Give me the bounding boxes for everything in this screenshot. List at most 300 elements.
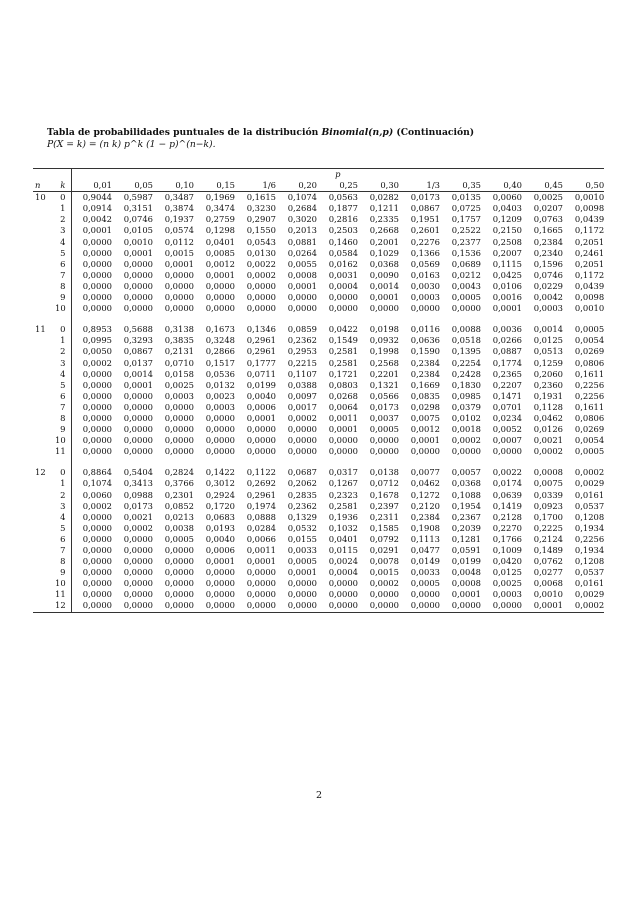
- k-header: k: [55, 180, 71, 192]
- probability-cell: 0,0000: [82, 401, 112, 412]
- probability-cell: 0,0000: [440, 600, 481, 612]
- group-spacer: [33, 314, 604, 324]
- probability-cell: 0,0106: [492, 280, 522, 291]
- probability-cell: 0,0689: [451, 258, 481, 269]
- probability-cell: 0,3293: [123, 335, 153, 346]
- probability-cell: 0,0003: [410, 292, 440, 303]
- probability-cell: 0,0513: [533, 346, 563, 357]
- probability-cell: 0,0000: [287, 589, 317, 600]
- probability-cell: 0,0000: [246, 292, 276, 303]
- probability-cell: 0,1272: [410, 489, 440, 500]
- table-row: [33, 467, 604, 478]
- probability-cell: 0,0710: [164, 357, 194, 368]
- probability-cell: 0,2503: [328, 225, 358, 236]
- formula-text: P(X = k) = (n k) p^k (1 − p)^(n−k).: [47, 139, 216, 150]
- probability-cell: 0,0161: [574, 489, 605, 500]
- probability-cell: 0,0000: [123, 446, 153, 457]
- probability-cell: 0,0022: [246, 258, 276, 269]
- probability-cell: 0,0282: [369, 192, 399, 203]
- probability-cell: 0,1777: [246, 357, 276, 368]
- probability-cell: 0,1908: [410, 522, 440, 533]
- probability-cell: 0,0000: [492, 446, 522, 457]
- probability-cell: 0,2384: [410, 357, 440, 368]
- probability-cell: 0,0000: [205, 446, 235, 457]
- n-cell: [33, 358, 55, 369]
- probability-cell: 0,0000: [82, 522, 112, 533]
- probability-cell: 0,0000: [287, 578, 317, 589]
- probability-cell: 0,2120: [410, 500, 440, 511]
- probability-cell: 0,0000: [82, 589, 112, 600]
- probability-cell: 0,0000: [164, 435, 194, 446]
- probability-cell: 0,0005: [164, 533, 194, 544]
- probability-cell: 0,0763: [533, 214, 563, 225]
- k-cell: 6: [55, 391, 71, 402]
- probability-cell: 0,2215: [287, 357, 317, 368]
- probability-cell: 0,0037: [369, 412, 399, 423]
- table-row: [33, 391, 604, 402]
- p-label-row: [33, 169, 604, 181]
- probability-cell: 0,0088: [451, 324, 481, 335]
- probability-cell: 0,0000: [153, 600, 194, 612]
- probability-cell: 0,0000: [287, 446, 317, 457]
- probability-cell: 0,2428: [451, 368, 481, 379]
- probability-cell: 0,0000: [328, 435, 358, 446]
- probability-cell: 0,0591: [451, 545, 481, 555]
- probability-cell: 0,8864: [82, 467, 112, 478]
- probability-cell: 0,2001: [369, 236, 399, 247]
- table-row: [33, 214, 604, 225]
- probability-cell: 0,0000: [82, 390, 112, 401]
- probability-cell: 0,0000: [399, 600, 440, 612]
- probability-cell: 0,0040: [205, 533, 235, 544]
- probability-cell: 0,2581: [328, 357, 358, 368]
- probability-cell: 0,0388: [287, 379, 317, 390]
- probability-cell: 0,0439: [574, 214, 605, 225]
- probability-cell: 0,2461: [574, 247, 605, 258]
- probability-cell: 0,0914: [82, 203, 112, 214]
- probability-cell: 0,0023: [205, 390, 235, 401]
- k-cell: 10: [55, 578, 71, 589]
- n-header: n: [33, 180, 55, 192]
- probability-cell: 0,0762: [533, 556, 563, 567]
- probability-cell: 0,0000: [82, 511, 112, 522]
- probability-cell: 0,2270: [492, 522, 522, 533]
- probability-cell: 0,0002: [451, 435, 481, 446]
- probability-cell: 0,0015: [164, 247, 194, 258]
- probability-cell: 0,1009: [492, 545, 522, 555]
- table-row: [33, 335, 604, 346]
- probability-cell: 0,0038: [164, 522, 194, 533]
- probability-cell: 0,2323: [328, 489, 358, 500]
- probability-cell: 0,0000: [276, 600, 317, 612]
- probability-cell: 0,0130: [246, 247, 276, 258]
- probability-cell: 0,0420: [492, 556, 522, 567]
- probability-cell: 0,2225: [533, 522, 563, 533]
- k-cell: 0: [55, 192, 71, 204]
- probability-cell: 0,1115: [492, 258, 522, 269]
- probability-cell: 0,0683: [205, 511, 235, 522]
- probability-cell: 0,2201: [369, 368, 399, 379]
- probability-cell: 0,0000: [246, 424, 276, 435]
- n-cell: 10: [35, 192, 46, 203]
- table-row: [33, 490, 604, 501]
- n-cell: [33, 534, 55, 545]
- probability-cell: 0,0000: [369, 589, 399, 600]
- probability-cell: 0,0005: [451, 292, 481, 303]
- probability-cell: 0,0000: [123, 269, 153, 280]
- probability-cell: 0,0102: [451, 412, 481, 423]
- n-cell: [33, 567, 55, 578]
- probability-cell: 0,0000: [328, 303, 358, 314]
- k-cell: 5: [55, 248, 71, 259]
- k-cell: 3: [55, 358, 71, 369]
- probability-cell: 0,1422: [205, 467, 235, 478]
- probability-cell: 0,0029: [574, 589, 605, 600]
- probability-cell: 0,0000: [328, 292, 358, 303]
- n-cell: [33, 413, 55, 424]
- probability-cell: 0,2961: [246, 489, 276, 500]
- n-cell: 12: [35, 467, 46, 478]
- probability-cell: 0,0068: [533, 578, 563, 589]
- probability-cell: 0,1208: [574, 511, 605, 522]
- probability-cell: 0,0016: [492, 292, 522, 303]
- table-row: [33, 402, 604, 413]
- probability-cell: 0,0207: [533, 203, 563, 214]
- table-row: [33, 324, 604, 335]
- p-value-header: 0,10: [153, 180, 194, 192]
- probability-cell: 0,1934: [574, 522, 605, 533]
- probability-cell: 0,0000: [164, 578, 194, 589]
- p-value-header: 0,05: [112, 180, 153, 192]
- probability-cell: 0,0000: [82, 545, 112, 555]
- probability-cell: 0,2131: [164, 346, 194, 357]
- probability-cell: 0,1585: [369, 522, 399, 533]
- probability-cell: 0,0000: [410, 446, 440, 457]
- probability-cell: 0,0112: [164, 236, 194, 247]
- probability-cell: 0,0033: [287, 545, 317, 555]
- probability-cell: 0,8953: [82, 324, 112, 335]
- probability-cell: 0,0000: [205, 280, 235, 291]
- probability-cell: 0,3020: [287, 214, 317, 225]
- probability-cell: 0,0000: [164, 401, 194, 412]
- probability-cell: 0,2124: [533, 533, 563, 544]
- probability-cell: 0,2581: [328, 500, 358, 511]
- probability-cell: 0,0636: [410, 335, 440, 346]
- table-row: [33, 578, 604, 589]
- probability-cell: 0,0000: [82, 412, 112, 423]
- probability-cell: 0,0005: [574, 324, 605, 335]
- probability-cell: 0,0792: [369, 533, 399, 544]
- probability-cell: 0,1721: [328, 368, 358, 379]
- probability-cell: 0,0379: [451, 401, 481, 412]
- probability-cell: 0,5688: [123, 324, 153, 335]
- probability-cell: 0,1998: [369, 346, 399, 357]
- probability-cell: 0,0711: [246, 368, 276, 379]
- probability-cell: 0,0002: [287, 412, 317, 423]
- probability-cell: 0,2866: [205, 346, 235, 357]
- probability-cell: 0,0212: [451, 269, 481, 280]
- probability-cell: 0,1032: [328, 522, 358, 533]
- p-value-header: 0,30: [358, 180, 399, 192]
- p-value-header: 0,35: [440, 180, 481, 192]
- probability-cell: 0,0000: [123, 292, 153, 303]
- probability-cell: 0,0368: [451, 478, 481, 489]
- probability-cell: 0,0025: [492, 578, 522, 589]
- probability-cell: 0,0988: [123, 489, 153, 500]
- k-cell: 2: [55, 214, 71, 225]
- probability-cell: 0,0291: [369, 545, 399, 555]
- probability-cell: 0,0008: [533, 467, 563, 478]
- probability-cell: 0,0001: [205, 556, 235, 567]
- probability-cell: 0,2207: [492, 379, 522, 390]
- probability-cell: 0,1088: [451, 489, 481, 500]
- probability-cell: 0,0075: [533, 478, 563, 489]
- probability-cell: 0,0029: [574, 478, 605, 489]
- probability-cell: 0,1321: [369, 379, 399, 390]
- probability-cell: 0,0000: [82, 533, 112, 544]
- probability-cell: 0,0000: [358, 600, 399, 612]
- probability-cell: 0,1029: [369, 247, 399, 258]
- probability-cell: 0,0401: [205, 236, 235, 247]
- probability-cell: 0,3766: [164, 478, 194, 489]
- probability-cell: 0,0126: [533, 424, 563, 435]
- probability-cell: 0,0010: [533, 589, 563, 600]
- table-row: [33, 523, 604, 534]
- probability-cell: 0,0477: [410, 545, 440, 555]
- probability-cell: 0,0004: [328, 280, 358, 291]
- k-cell: 7: [55, 402, 71, 413]
- probability-cell: 0,0090: [369, 269, 399, 280]
- probability-cell: 0,0125: [533, 335, 563, 346]
- p-header: p: [335, 169, 341, 179]
- probability-cell: 0,0005: [410, 578, 440, 589]
- probability-cell: 0,0532: [287, 522, 317, 533]
- probability-cell: 0,0012: [410, 424, 440, 435]
- probability-cell: 0,0264: [287, 247, 317, 258]
- probability-cell: 0,0000: [164, 412, 194, 423]
- probability-cell: 0,0050: [82, 346, 112, 357]
- probability-cell: 0,1757: [451, 214, 481, 225]
- k-cell: 5: [55, 380, 71, 391]
- probability-cell: 0,2601: [410, 225, 440, 236]
- probability-cell: 0,0403: [492, 203, 522, 214]
- table-row: [33, 292, 604, 303]
- probability-cell: 0,0537: [574, 567, 605, 578]
- probability-cell: 0,0317: [328, 467, 358, 478]
- probability-cell: 0,0000: [123, 556, 153, 567]
- probability-cell: 0,0004: [328, 567, 358, 578]
- probability-cell: 0,0277: [533, 567, 563, 578]
- probability-cell: 0,0014: [123, 368, 153, 379]
- probability-cell: 0,0574: [164, 225, 194, 236]
- probability-cell: 0,0000: [246, 589, 276, 600]
- probability-cell: 0,1937: [164, 214, 194, 225]
- n-cell: [33, 501, 55, 512]
- probability-cell: 0,0000: [82, 435, 112, 446]
- probability-cell: 0,1113: [410, 533, 440, 544]
- probability-cell: 0,0022: [492, 467, 522, 478]
- probability-cell: 0,0269: [574, 424, 605, 435]
- probability-cell: 0,0803: [328, 379, 358, 390]
- probability-cell: 0,2384: [533, 236, 563, 247]
- probability-cell: 0,0000: [369, 435, 399, 446]
- probability-cell: 0,2668: [369, 225, 399, 236]
- probability-cell: 0,0000: [82, 269, 112, 280]
- probability-cell: 0,0000: [82, 368, 112, 379]
- probability-cell: 0,0014: [369, 280, 399, 291]
- probability-cell: 0,2953: [287, 346, 317, 357]
- probability-cell: 0,2759: [205, 214, 235, 225]
- n-cell: [33, 600, 55, 612]
- probability-cell: 0,1122: [246, 467, 276, 478]
- probability-cell: 0,0001: [287, 280, 317, 291]
- probability-cell: 0,9044: [82, 192, 112, 203]
- probability-cell: 0,0000: [82, 258, 112, 269]
- probability-cell: 0,3248: [205, 335, 235, 346]
- probability-cell: 0,0000: [246, 303, 276, 314]
- probability-cell: 0,0001: [451, 589, 481, 600]
- probability-cell: 0,2684: [287, 203, 317, 214]
- n-cell: [33, 369, 55, 380]
- probability-cell: 0,1208: [574, 556, 605, 567]
- table-row: [33, 534, 604, 545]
- probability-cell: 0,1329: [287, 511, 317, 522]
- probability-cell: 0,0000: [82, 424, 112, 435]
- probability-cell: 0,0000: [123, 533, 153, 544]
- probability-cell: 0,2051: [574, 236, 605, 247]
- probability-cell: 0,2150: [492, 225, 522, 236]
- k-cell: 2: [55, 490, 71, 501]
- probability-table-container: [33, 168, 603, 613]
- probability-cell: 0,1720: [205, 500, 235, 511]
- probability-cell: 0,0098: [574, 292, 605, 303]
- n-cell: [33, 435, 55, 446]
- k-cell: 10: [55, 435, 71, 446]
- probability-cell: 0,0000: [123, 412, 153, 423]
- probability-cell: 0,0867: [123, 346, 153, 357]
- probability-cell: 0,0162: [328, 258, 358, 269]
- probability-cell: 0,0008: [287, 269, 317, 280]
- probability-cell: 0,2256: [574, 390, 605, 401]
- probability-cell: 0,0000: [205, 567, 235, 578]
- n-cell: [33, 380, 55, 391]
- probability-cell: 0,0234: [492, 412, 522, 423]
- k-cell: 0: [55, 324, 71, 335]
- probability-cell: 0,0007: [492, 435, 522, 446]
- probability-cell: 0,0462: [533, 412, 563, 423]
- probability-cell: 0,0887: [492, 346, 522, 357]
- probability-cell: 0,0000: [123, 258, 153, 269]
- n-cell: [33, 391, 55, 402]
- probability-cell: 0,1209: [492, 214, 522, 225]
- probability-cell: 0,0000: [246, 446, 276, 457]
- probability-cell: 0,2365: [492, 368, 522, 379]
- probability-cell: 0,0085: [205, 247, 235, 258]
- p-value-header: 0,40: [481, 180, 522, 192]
- k-cell: 1: [55, 335, 71, 346]
- probability-cell: 0,2508: [492, 236, 522, 247]
- probability-cell: 0,3874: [164, 203, 194, 214]
- probability-cell: 0,0000: [246, 567, 276, 578]
- probability-cell: 0,0054: [574, 435, 605, 446]
- probability-cell: 0,0138: [369, 467, 399, 478]
- probability-cell: 0,0000: [205, 292, 235, 303]
- probability-cell: 0,0000: [451, 446, 481, 457]
- probability-cell: 0,0002: [123, 522, 153, 533]
- column-header-row: [33, 180, 604, 192]
- k-cell: 4: [55, 369, 71, 380]
- n-cell: [33, 270, 55, 281]
- probability-cell: 0,0198: [369, 324, 399, 335]
- n-cell: [33, 248, 55, 259]
- probability-cell: 0,3138: [164, 324, 194, 335]
- probability-cell: 0,0155: [287, 533, 317, 544]
- probability-cell: 0,1766: [492, 533, 522, 544]
- probability-cell: 0,1931: [533, 390, 563, 401]
- probability-cell: 0,0000: [164, 280, 194, 291]
- probability-cell: 0,0036: [492, 324, 522, 335]
- table-row: [33, 600, 604, 612]
- probability-cell: 0,0229: [533, 280, 563, 291]
- k-cell: 8: [55, 281, 71, 292]
- probability-cell: 0,0021: [123, 511, 153, 522]
- k-cell: 4: [55, 237, 71, 248]
- probability-cell: 0,0543: [246, 236, 276, 247]
- probability-cell: 0,0001: [123, 379, 153, 390]
- n-cell: [33, 578, 55, 589]
- probability-cell: 0,0174: [492, 478, 522, 489]
- probability-cell: 0,0000: [82, 292, 112, 303]
- probability-cell: 0,5987: [123, 192, 153, 203]
- k-cell: 4: [55, 512, 71, 523]
- table-row: [33, 346, 604, 357]
- probability-cell: 0,0161: [574, 578, 605, 589]
- probability-cell: 0,1665: [533, 225, 563, 236]
- probability-cell: 0,0439: [574, 280, 605, 291]
- probability-cell: 0,0000: [164, 292, 194, 303]
- probability-cell: 0,0268: [328, 390, 358, 401]
- k-cell: 6: [55, 534, 71, 545]
- probability-cell: 0,0000: [164, 269, 194, 280]
- k-cell: 7: [55, 545, 71, 556]
- probability-cell: 0,0001: [328, 424, 358, 435]
- probability-cell: 0,2377: [451, 236, 481, 247]
- probability-cell: 0,0537: [574, 500, 605, 511]
- probability-cell: 0,0173: [410, 192, 440, 203]
- probability-cell: 0,0000: [82, 379, 112, 390]
- probability-cell: 0,0266: [492, 335, 522, 346]
- table-row: [33, 203, 604, 214]
- probability-cell: 0,2254: [451, 357, 481, 368]
- probability-cell: 0,0030: [410, 280, 440, 291]
- probability-cell: 0,2961: [246, 346, 276, 357]
- probability-cell: 0,0001: [164, 258, 194, 269]
- probability-cell: 0,0105: [123, 225, 153, 236]
- probability-cell: 0,1590: [410, 346, 440, 357]
- n-cell: [33, 214, 55, 225]
- probability-cell: 0,0462: [410, 478, 440, 489]
- probability-cell: 0,0025: [164, 379, 194, 390]
- p-value-header: 0,01: [71, 180, 112, 192]
- probability-cell: 0,0000: [164, 446, 194, 457]
- probability-cell: 0,2051: [574, 258, 605, 269]
- probability-cell: 0,0000: [369, 446, 399, 457]
- probability-cell: 0,0995: [82, 335, 112, 346]
- probability-cell: 0,0000: [317, 600, 358, 612]
- n-cell: [33, 424, 55, 435]
- probability-cell: 0,2581: [328, 346, 358, 357]
- probability-cell: 0,1074: [82, 478, 112, 489]
